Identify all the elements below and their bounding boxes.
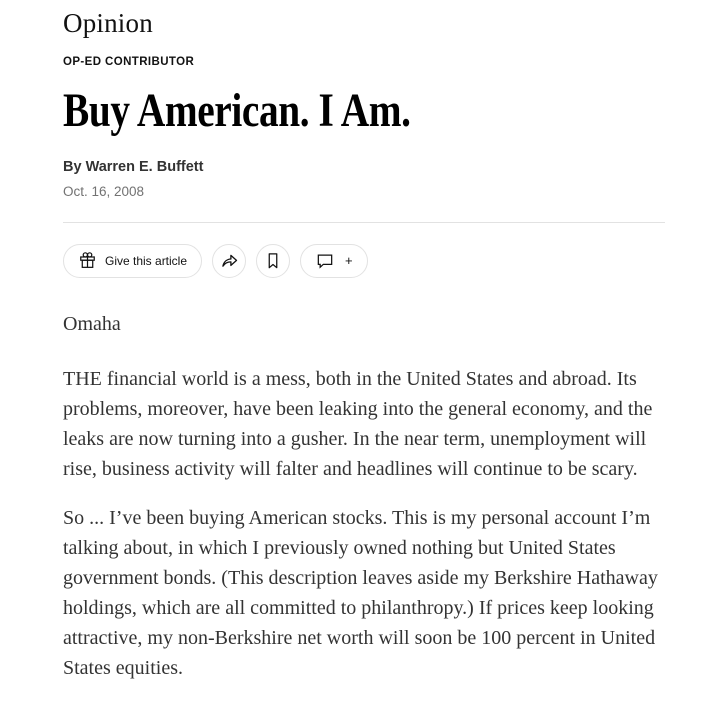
section-title-opinion[interactable]: Opinion (63, 8, 153, 38)
comments-button[interactable] (300, 244, 368, 278)
gift-icon (78, 251, 97, 270)
divider (63, 222, 665, 223)
toolbar (63, 244, 663, 278)
give-article-label: Give this article (105, 253, 188, 268)
paragraph-1: THE financial world is a mess, both in the United States and abroad. Its problems, moreover, have been leaking into the general economy, and the leaks are now turning into a gusher. In the near term, unemployment will rise, business activity will falter and headlines will continue to be scary. (63, 367, 653, 480)
kicker: OP-ED CONTRIBUTOR (63, 56, 195, 68)
bookmark-icon (263, 251, 283, 271)
speech-bubble-icon (315, 251, 335, 271)
publish-date: Oct. 16, 2008 (63, 183, 145, 199)
article-body (63, 309, 663, 683)
byline: By Warren E. Buffett (63, 158, 204, 175)
comment-plus-label: + (345, 253, 353, 269)
dateline: Omaha (63, 312, 121, 335)
share-arrow-icon (219, 250, 240, 271)
give-article-button[interactable] (63, 244, 202, 278)
share-button[interactable] (212, 244, 246, 278)
paragraph-2: So ... I’ve been buying American stocks. This is my personal account I’m talking about, in which I previously owned nothing but United States government bonds. (This description leaves aside my Berkshire Hathaway holdings, which are all committed to philanthropy.) If prices keep looking attractive, my non-Berkshire net worth will soon be 100 percent in United States equities. (63, 506, 658, 679)
headline: Buy American. I Am. (63, 84, 411, 137)
save-button[interactable] (256, 244, 290, 278)
